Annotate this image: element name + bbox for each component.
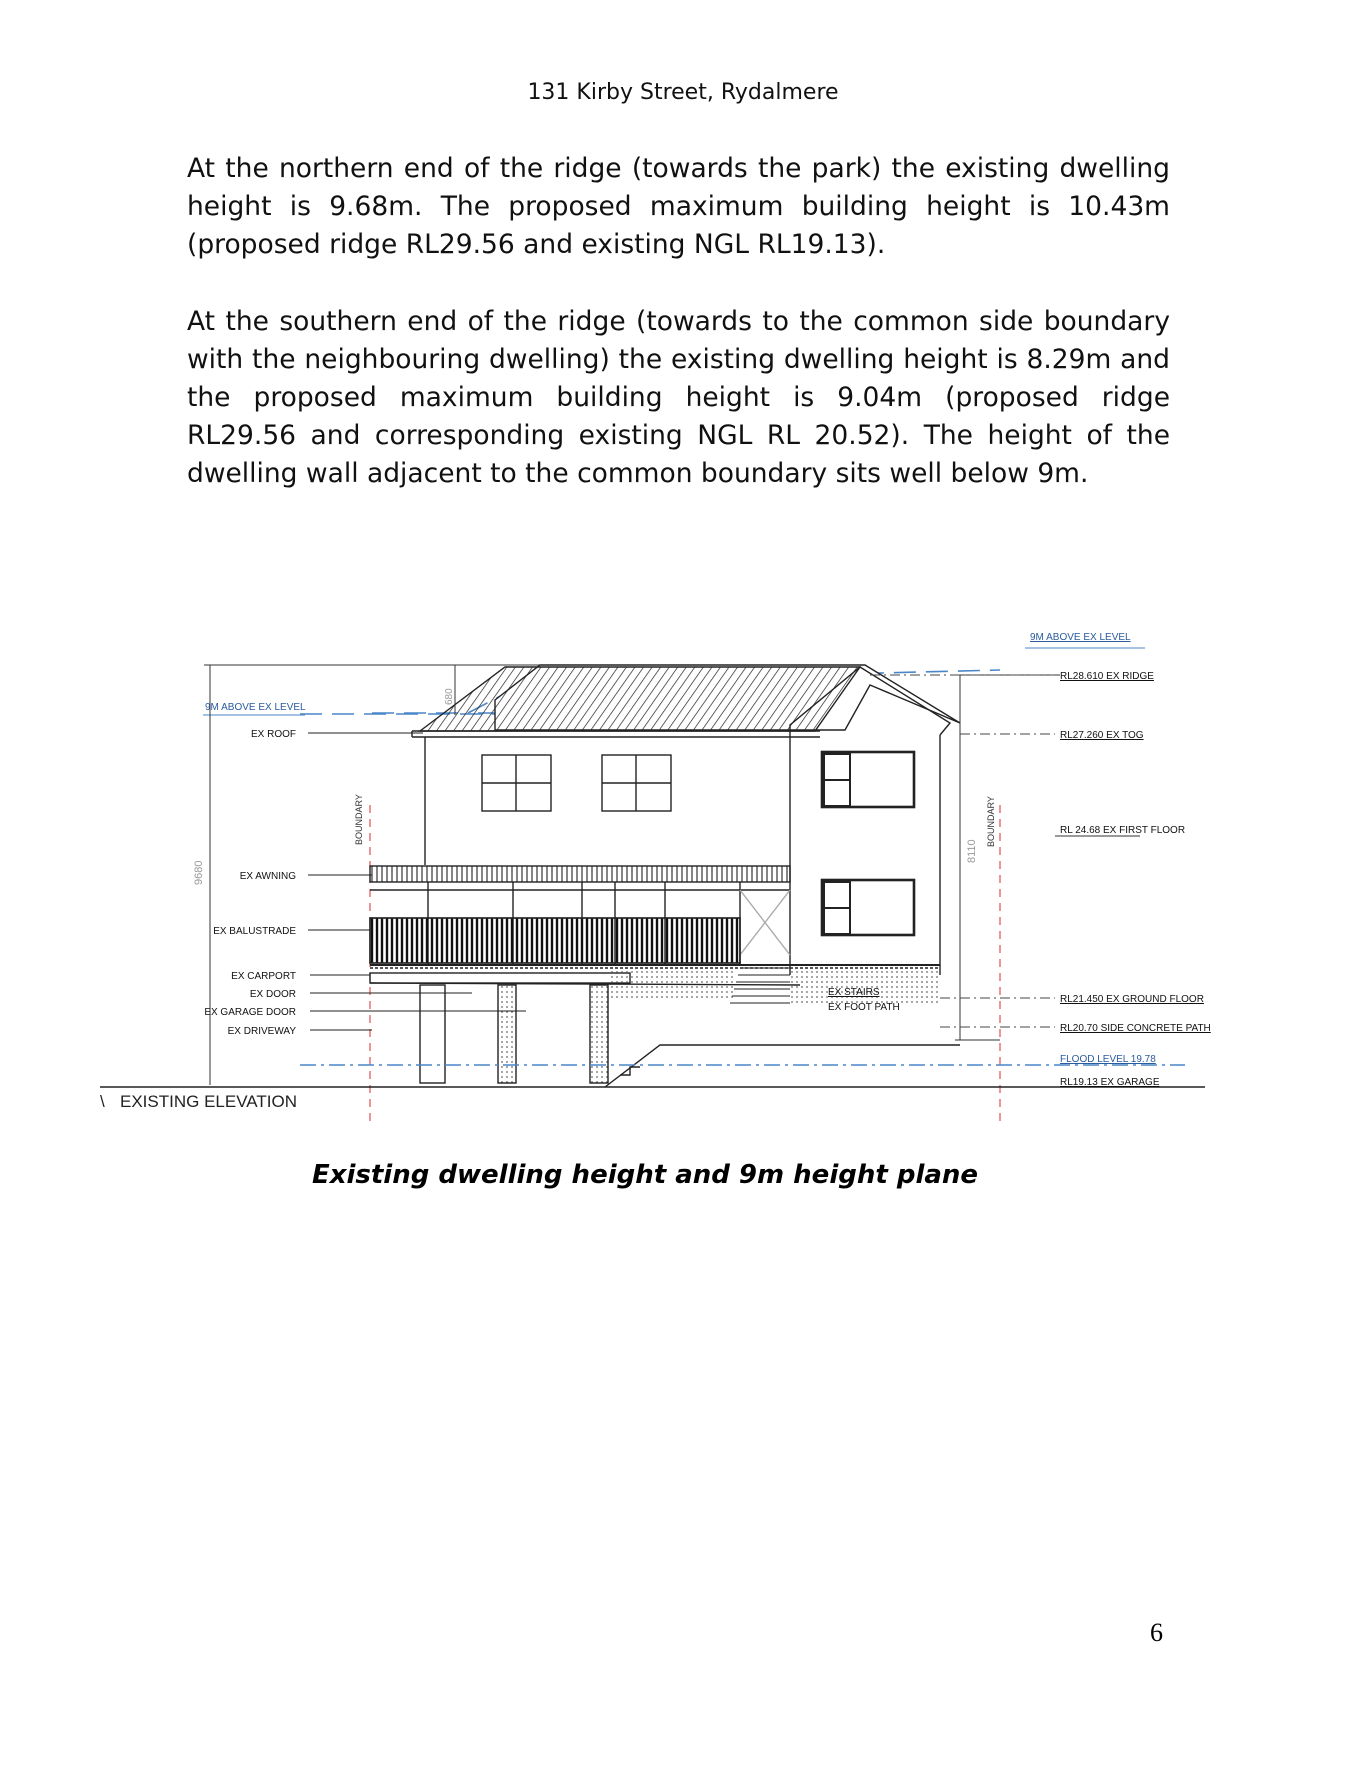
label-ex-door: EX DOOR	[249, 989, 296, 1000]
label-ex-driveway: EX DRIVEWAY	[227, 1026, 296, 1037]
dim-left-diff: 680	[444, 688, 455, 705]
label-ex-stairs: EX STAIRS	[828, 987, 880, 998]
label-ex-ridge: RL28.610 EX RIDGE	[1060, 671, 1154, 682]
drawing-title: EXISTING ELEVATION	[120, 1092, 297, 1111]
paragraph-northern: At the northern end of the ridge (towards the park) the existing dwelling height is 9.68m. The proposed maximum building height is 10.43m (proposed ridge RL29.56 and existing NGL RL19.13).	[187, 153, 1170, 260]
boundary-label-left: BOUNDARY	[354, 794, 364, 845]
label-flood-level: FLOOD LEVEL 19.78	[1060, 1054, 1156, 1065]
page-header: 131 Kirby Street, Rydalmere	[527, 80, 839, 105]
paragraph-southern: At the southern end of the ridge (towards to the common side boundary with the neighbouring dwelling) the existing dwelling height is 8.29m and the proposed maximum building height is 9.04m (proposed ridge RL29.56 and corresponding existing NGL RL 20.52). The height of the dwelling wall adjacent to the common boundary sits well below 9m.	[187, 306, 1170, 489]
page-number: 6	[1150, 1618, 1163, 1647]
drawing-title-marker: \	[100, 1092, 105, 1111]
boundary-label-right: BOUNDARY	[986, 796, 996, 847]
left-above-level-label: 9M ABOVE EX LEVEL	[205, 702, 306, 713]
label-ex-garage: RL19.13 EX GARAGE	[1060, 1077, 1160, 1088]
house-outline	[370, 665, 960, 1087]
label-ex-garage-door: EX GARAGE DOOR	[204, 1007, 296, 1018]
right-above-level-label: 9M ABOVE EX LEVEL	[1030, 632, 1131, 643]
figure-caption: Existing dwelling height and 9m height plane	[311, 1160, 979, 1190]
label-ex-awning: EX AWNING	[239, 871, 296, 882]
dim-left-height: 9680	[193, 860, 205, 885]
label-ex-carport: EX CARPORT	[231, 971, 296, 982]
label-ex-balustrade: EX BALUSTRADE	[213, 926, 296, 937]
elevation-drawing	[100, 625, 1230, 1125]
label-ex-first-floor: RL 24.68 EX FIRST FLOOR	[1060, 825, 1186, 836]
label-side-concrete-path: RL20.70 SIDE CONCRETE PATH	[1060, 1023, 1211, 1034]
label-ex-foot-path: EX FOOT PATH	[828, 1002, 900, 1013]
label-ex-roof: EX ROOF	[250, 729, 296, 740]
dim-right-height: 8110	[966, 839, 978, 863]
label-ex-ground-floor: RL21.450 EX GROUND FLOOR	[1060, 994, 1204, 1005]
label-ex-tog: RL27.260 EX TOG	[1060, 730, 1144, 741]
